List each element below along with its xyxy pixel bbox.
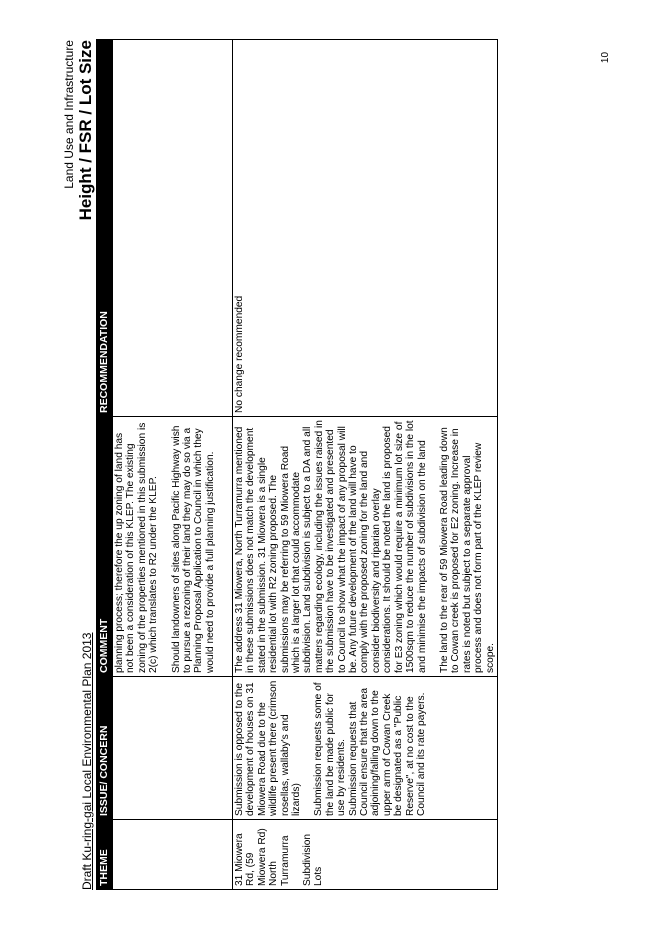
comment-paragraph: Should landowners of sites along Pacific Highway wish to pursue a rezoning of their land they may do so via a Planning Proposal Application to Council in which they would need to provide a full planning justification. <box>170 425 216 673</box>
table-row <box>233 40 498 890</box>
comment-paragraph: The land to the rear of 59 Miowera Road leading down to Cowan creek is proposed for E2 zoning. Increase in rates is noted but subject to a separate approval process and does not form part of the KLEP review scope. <box>438 427 496 673</box>
theme-cell <box>233 820 498 890</box>
page-number: 10 <box>600 51 612 64</box>
issue-paragraph: Submission requests some of the land be made public for use by residents. Submission requests that Council ensure that the area adjoining/falling down to the upper arm of Cowan Creek be designated as a "Public Reserve", at no cost to the Council and its rate payers. <box>313 682 428 816</box>
submissions-table <box>96 39 498 890</box>
page-header <box>38 40 96 890</box>
header-theme: THEME <box>97 820 113 890</box>
issue-cell <box>233 677 498 820</box>
header-recommendation: RECOMMENDATION <box>97 40 113 417</box>
recommendation-text: No change recommended <box>234 295 245 413</box>
comment-cell <box>233 417 498 677</box>
comment-cell <box>113 417 233 677</box>
comment-paragraph: planning process; therefore the up zoning of land has not been a consideration of this KLEP. The existing zoning of the properties mentioned in this submission is 2(c) which translates to R2 under the KLEP. <box>114 422 160 673</box>
comment-paragraph: The address 31 Miowera, North Turramurra mentioned in these submissions does not match the development stated in the submission. 31 Miowera is a single residential lot with R2 zoning proposed. The submissions may be referring to 59 Miowera Road which is a larger lot that could accommodate subdivision. Land subdivision is subject to a DA and all matters regarding ecology, including the issues raised in the submission have to be investigated and presented to Council to show what the impact of any proposal will be. Any future development of the land will have to comply with the proposed zoning for the land and consider biodiversity and riparian overlay considerations. It should be noted the land is proposed for E3 zoning which would require a minimum lot size of 1500sqm to reduce the number of subdivisions in the lot and minimise the impacts of subdivision on the land <box>234 420 428 673</box>
section-heading <box>62 40 96 220</box>
theme-paragraph: 31 Miowera Rd, (59 Miowera Rd) North Turramurra <box>234 828 291 886</box>
document-title: Draft Ku-ring-gai Local Environmental Plan 2013 <box>80 632 94 890</box>
issue-paragraph: Submission is opposed to the development of houses on 31 Miowera Road due to the wildlife present there (crimson rosellas, wallaby's and lizards) <box>234 680 303 816</box>
section-title: Land Use and Infrastructure <box>62 40 76 189</box>
recommendation-cell <box>113 40 233 417</box>
section-subtitle: Height / FSR / Lot Size <box>76 40 95 221</box>
table-header-row <box>97 40 113 890</box>
header-issue: ISSUE/ CONCERN <box>97 677 113 820</box>
header-comment: COMMENT <box>97 417 113 677</box>
table-row <box>113 40 233 890</box>
theme-paragraph: Subdivision Lots <box>302 833 325 886</box>
theme-cell <box>113 820 233 890</box>
rotated-page-content <box>38 40 608 890</box>
issue-cell <box>113 677 233 820</box>
recommendation-cell <box>233 40 498 417</box>
